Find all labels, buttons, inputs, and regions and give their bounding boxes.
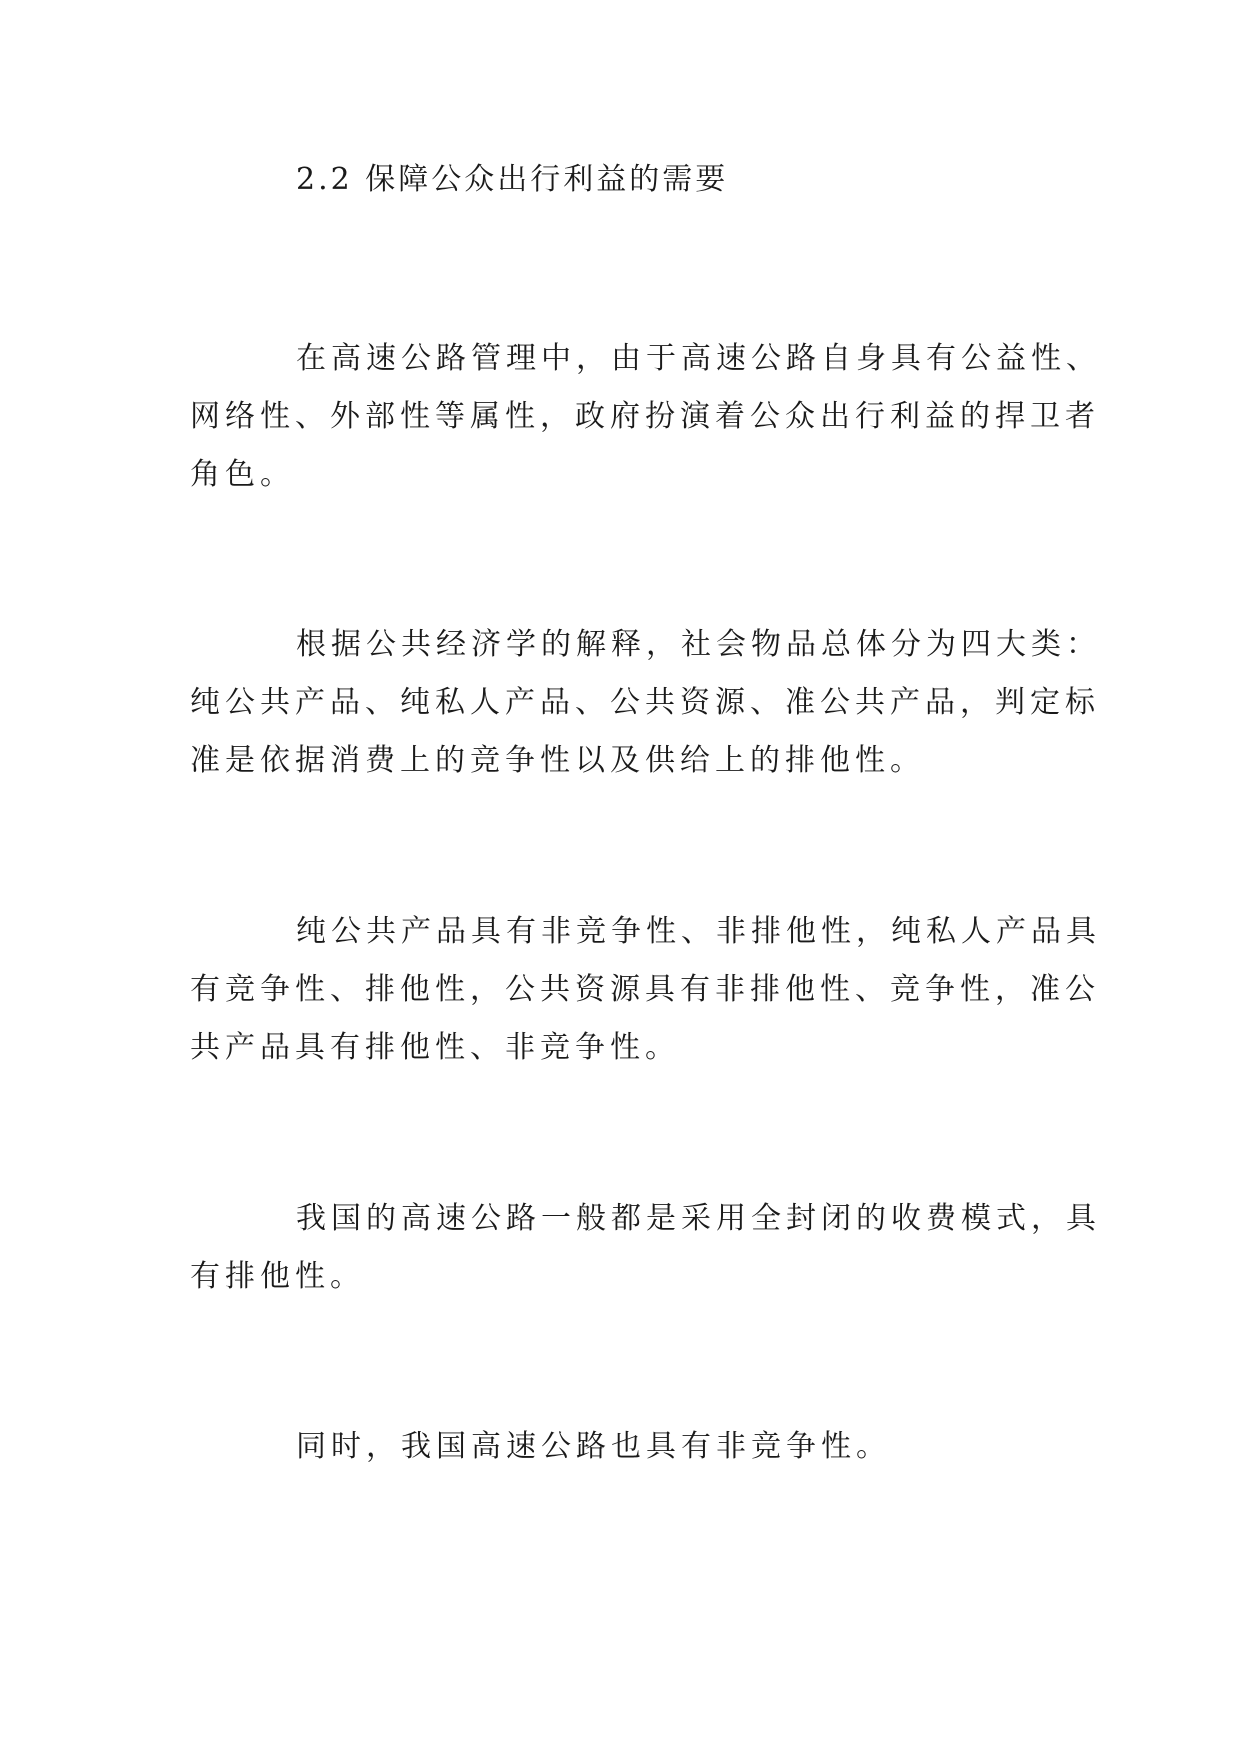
paragraph-governance xyxy=(190,330,1101,504)
paragraph-non-rivalry xyxy=(190,1418,1050,1476)
paragraph-line: 有竞争性、排他性，公共资源具有非排他性、竞争性，准公 xyxy=(190,972,1100,1007)
paragraph-line: 我国的高速公路一般都是采用全封闭的收费模式，具 xyxy=(296,1201,1101,1236)
paragraph-line: 网络性、外部性等属性，政府扮演着公众出行利益的捍卫者 xyxy=(190,399,1100,434)
paragraph-line: 在高速公路管理中，由于高速公路自身具有公益性、 xyxy=(296,341,1101,376)
paragraph-goods-types xyxy=(190,903,1101,1077)
paragraph-line: 同时，我国高速公路也具有非竞争性。 xyxy=(296,1429,891,1464)
paragraph-line: 共产品具有排他性、非竞争性。 xyxy=(190,1030,680,1065)
paragraph-line: 准是依据消费上的竞争性以及供给上的排他性。 xyxy=(190,743,925,778)
paragraph-line: 有排他性。 xyxy=(190,1259,365,1294)
paragraph-exclusivity xyxy=(190,1190,1101,1306)
paragraph-public-economics xyxy=(190,616,1101,790)
paragraph-line: 纯公共产品具有非竞争性、非排他性，纯私人产品具 xyxy=(296,914,1101,949)
paragraph-line: 根据公共经济学的解释，社会物品总体分为四大类： xyxy=(296,627,1101,662)
paragraph-line: 角色。 xyxy=(190,457,295,492)
section-heading: 2.2 保障公众出行利益的需要 xyxy=(296,162,729,197)
paragraph-line: 纯公共产品、纯私人产品、公共资源、准公共产品，判定标 xyxy=(190,685,1100,720)
